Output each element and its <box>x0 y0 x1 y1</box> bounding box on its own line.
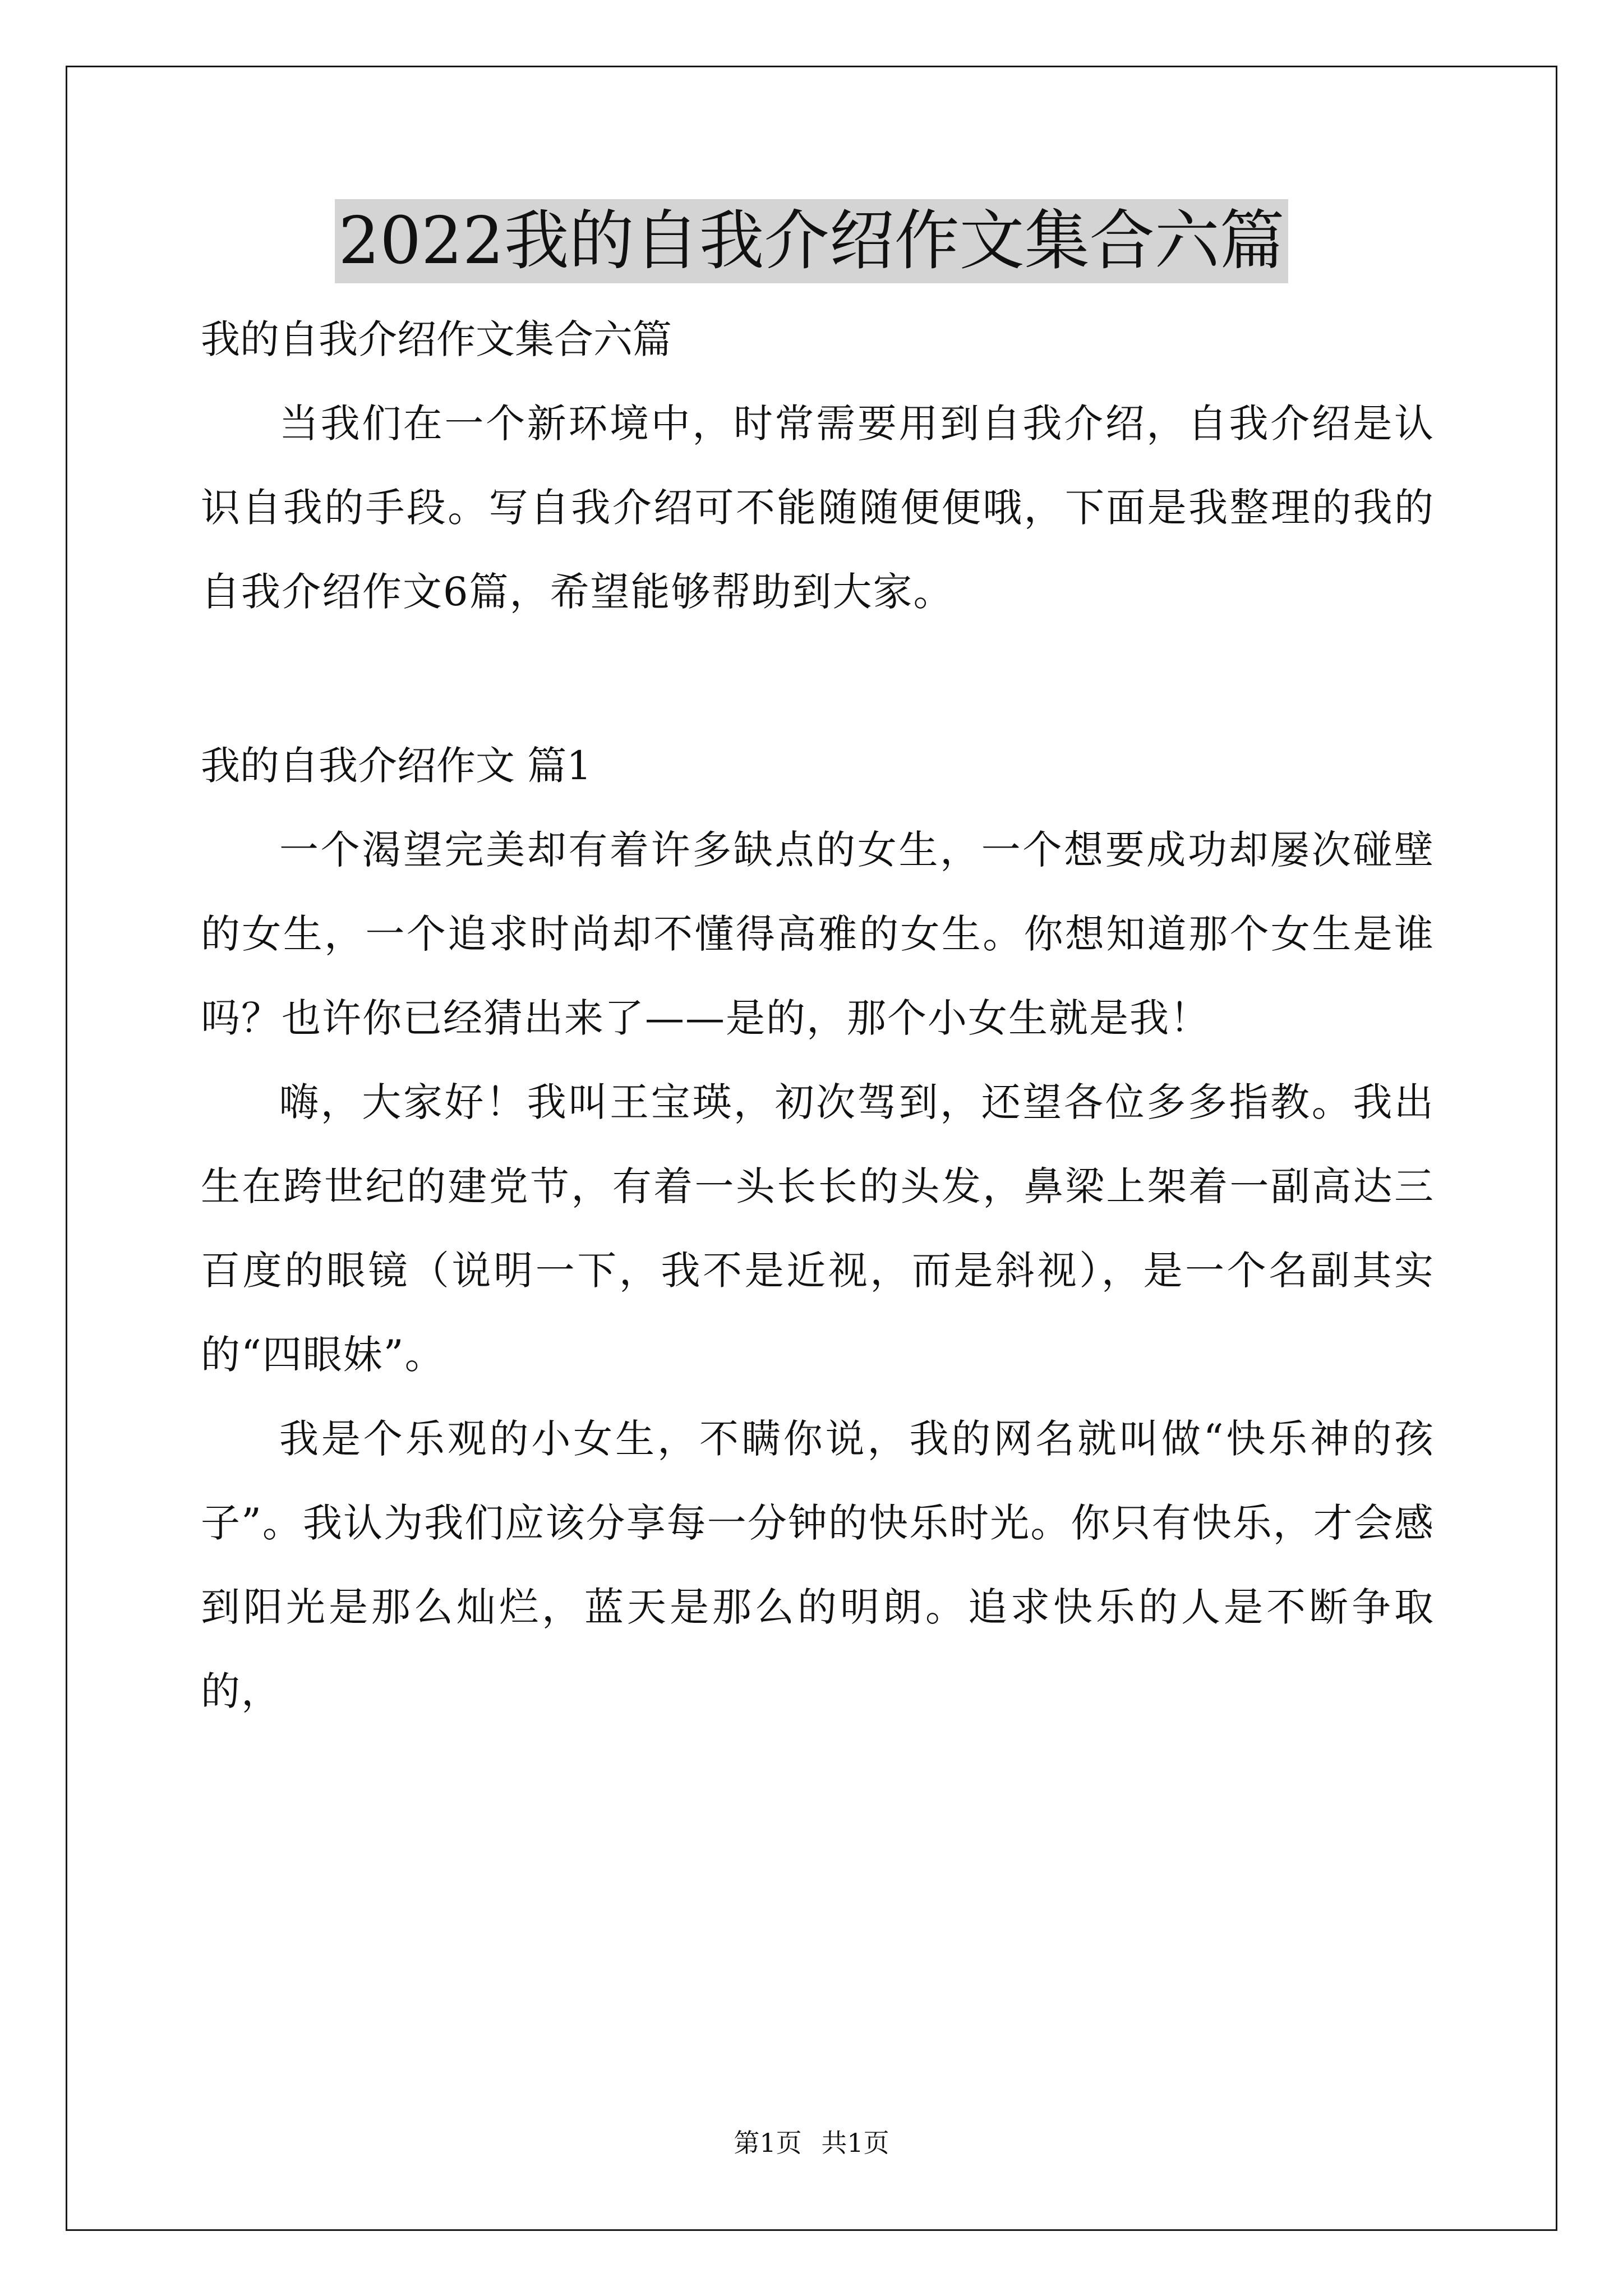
intro-paragraph: 当我们在一个新环境中，时常需要用到自我介绍，自我介绍是认识自我的手段。写自我介绍可不能随随便便哦，下面是我整理的我的自我介绍作文6篇，希望能够帮助到大家。 <box>201 401 1435 615</box>
body-paragraph: 我是个乐观的小女生，不瞒你说，我的网名就叫做“快乐神的孩子”。我认为我们应该分享每一分钟的快乐时光。你只有快乐，才会感到阳光是那么灿烂，蓝天是那么的明朗。追求快乐的人是不断争取的， <box>201 1416 1435 1714</box>
document-subtitle: 我的自我介绍作文集合六篇 <box>201 316 672 362</box>
page-footer <box>0 2126 1623 2160</box>
title-wrap <box>0 199 1623 283</box>
document-body <box>201 297 1435 1733</box>
page-total: 共1页 <box>821 2128 889 2158</box>
document-title: 2022我的自我介绍作文集合六篇 <box>335 199 1288 283</box>
body-paragraph: 一个渴望完美却有着许多缺点的女生，一个想要成功却屡次碰壁的女生，一个追求时尚却不懂得高雅的女生。你想知道那个女生是谁吗？也许你已经猜出来了——是的，那个小女生就是我！ <box>201 827 1435 1041</box>
page-number: 第1页 <box>734 2128 802 2158</box>
body-paragraph: 嗨，大家好！我叫王宝瑛，初次驾到，还望各位多多指教。我出生在跨世纪的建党节，有着一头长长的头发，鼻梁上架着一副高达三百度的眼镜（说明一下，我不是近视，而是斜视），是一个名副其实的“四眼妹”。 <box>201 1079 1435 1378</box>
section-heading: 我的自我介绍作文 篇1 <box>201 743 592 789</box>
